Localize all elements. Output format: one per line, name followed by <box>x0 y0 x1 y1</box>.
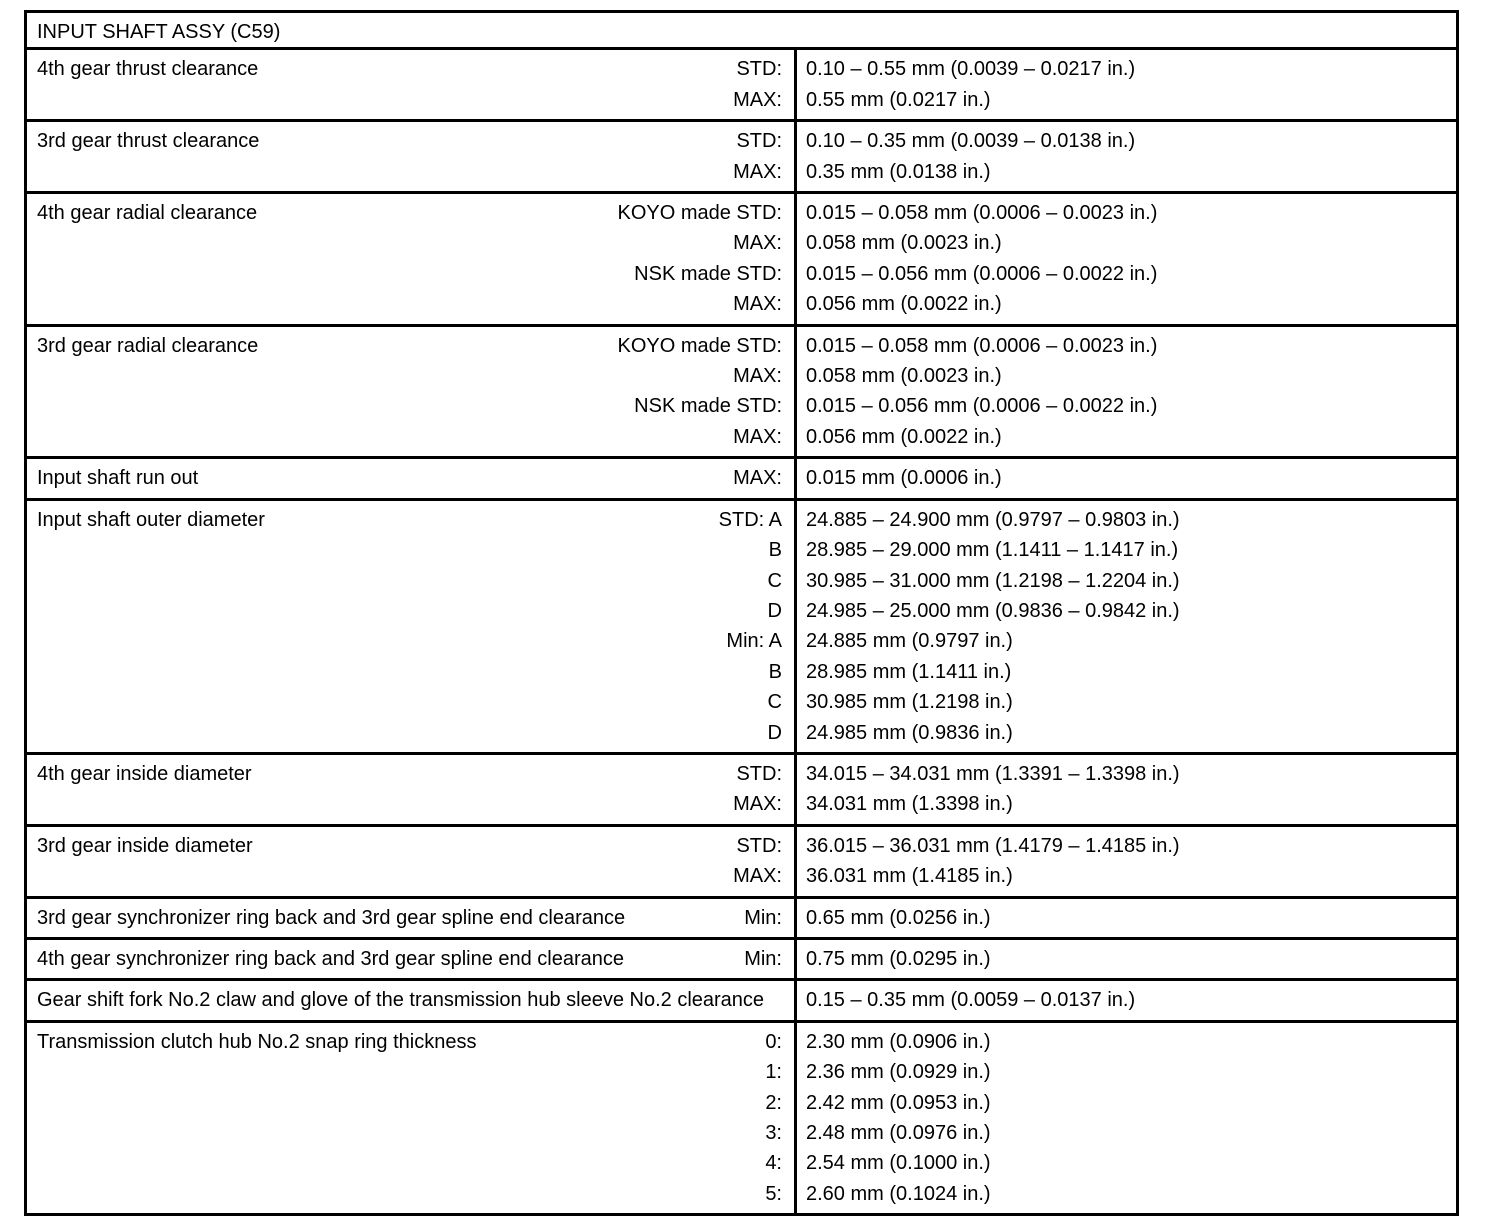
spec-qualifier: D <box>767 721 782 744</box>
spec-table <box>24 10 1459 1216</box>
spec-qualifier: Min: A <box>726 630 782 653</box>
table-row <box>26 325 1458 458</box>
spec-value: 0.058 mm (0.0023 in.) <box>806 365 1002 388</box>
spec-qualifier: Min: <box>744 947 782 970</box>
spec-qualifier-column <box>618 198 783 320</box>
spec-value: 24.985 mm (0.9836 in.) <box>806 721 1013 744</box>
spec-qualifier-column <box>618 331 783 453</box>
spec-value: 0.35 mm (0.0138 in.) <box>806 160 991 183</box>
spec-value: 30.985 – 31.000 mm (1.2198 – 1.2204 in.) <box>806 569 1180 592</box>
spec-value: 36.031 mm (1.4185 in.) <box>806 865 1013 888</box>
spec-item-label: 4th gear radial clearance <box>37 202 258 225</box>
spec-value: 28.985 – 29.000 mm (1.1411 – 1.1417 in.) <box>806 539 1179 562</box>
spec-value: 0.65 mm (0.0256 in.) <box>806 906 991 929</box>
spec-qualifier: STD: <box>736 58 782 81</box>
spec-qualifier: 2: <box>765 1091 782 1114</box>
spec-table-body <box>26 12 1458 1215</box>
spec-qualifier-column <box>744 944 782 974</box>
spec-value: 2.30 mm (0.0906 in.) <box>806 1030 991 1053</box>
spec-item-cell <box>26 193 796 326</box>
spec-value: 0.015 – 0.058 mm (0.0006 – 0.0023 in.) <box>806 334 1158 357</box>
table-row <box>26 980 1458 1021</box>
table-row <box>26 897 1458 938</box>
spec-value: 0.056 mm (0.0022 in.) <box>806 425 1002 448</box>
spec-item-label: 4th gear synchronizer ring back and 3rd gear spline end clearance <box>37 947 625 970</box>
spec-value: 28.985 mm (1.1411 in.) <box>806 660 1012 683</box>
spec-qualifier: MAX: <box>733 293 782 316</box>
spec-qualifier: 5: <box>765 1182 782 1205</box>
spec-qualifier: MAX: <box>733 365 782 388</box>
spec-item-label: 3rd gear thrust clearance <box>37 130 260 153</box>
spec-item-cell <box>26 938 796 979</box>
spec-qualifier: KOYO made STD: <box>617 202 782 225</box>
spec-item-label: Input shaft outer diameter <box>37 508 265 531</box>
spec-qualifier-column <box>744 903 782 933</box>
spec-value-cell <box>796 458 1458 499</box>
spec-value: 0.10 – 0.55 mm (0.0039 – 0.0217 in.) <box>806 58 1136 81</box>
table-row <box>26 458 1458 499</box>
spec-value: 2.60 mm (0.1024 in.) <box>806 1182 991 1205</box>
table-row <box>26 499 1458 753</box>
spec-value: 0.55 mm (0.0217 in.) <box>806 88 991 111</box>
spec-item-label: 3rd gear synchronizer ring back and 3rd gear spline end clearance <box>37 906 626 929</box>
spec-value-cell <box>796 1021 1458 1214</box>
spec-value: 0.10 – 0.35 mm (0.0039 – 0.0138 in.) <box>806 130 1136 153</box>
spec-qualifier-column <box>765 1027 782 1209</box>
spec-qualifier: STD: <box>736 762 782 785</box>
spec-item-cell <box>26 980 796 1021</box>
spec-qualifier: 4: <box>765 1152 782 1175</box>
spec-qualifier: STD: <box>736 130 782 153</box>
spec-value: 0.015 mm (0.0006 in.) <box>806 467 1002 490</box>
spec-qualifier: B <box>768 539 782 562</box>
spec-value: 0.015 – 0.056 mm (0.0006 – 0.0022 in.) <box>806 262 1158 285</box>
spec-value: 2.48 mm (0.0976 in.) <box>806 1122 991 1144</box>
spec-value-cell <box>796 825 1458 897</box>
table-row <box>26 938 1458 979</box>
spec-qualifier: 3: <box>765 1122 782 1144</box>
table-row <box>26 753 1458 825</box>
spec-qualifier: MAX: <box>733 793 782 816</box>
spec-qualifier: MAX: <box>733 425 782 448</box>
spec-qualifier: B <box>768 660 782 683</box>
spec-qualifier: 1: <box>765 1061 782 1084</box>
spec-item-label: Input shaft run out <box>37 467 199 490</box>
table-row <box>26 121 1458 193</box>
spec-value-cell <box>796 121 1458 193</box>
spec-value: 0.015 – 0.058 mm (0.0006 – 0.0023 in.) <box>806 202 1158 225</box>
spec-qualifier: C <box>767 569 782 592</box>
spec-item-cell <box>26 325 796 458</box>
spec-qualifier: D <box>767 599 782 622</box>
table-title: INPUT SHAFT ASSY (C59) <box>26 12 1458 49</box>
table-row <box>26 1021 1458 1214</box>
spec-value: 0.058 mm (0.0023 in.) <box>806 232 1002 255</box>
spec-item-cell <box>26 753 796 825</box>
spec-qualifier-column <box>733 54 782 115</box>
spec-value: 0.015 – 0.056 mm (0.0006 – 0.0022 in.) <box>806 395 1158 418</box>
spec-value: 34.031 mm (1.3398 in.) <box>806 793 1013 816</box>
spec-qualifier-column <box>733 759 782 820</box>
spec-item-label: Gear shift fork No.2 claw and glove of the transmission hub sleeve No.2 clearance <box>37 989 765 1012</box>
spec-value-cell <box>796 193 1458 326</box>
table-row <box>26 193 1458 326</box>
spec-value-cell <box>796 980 1458 1021</box>
spec-item-cell <box>26 1021 796 1214</box>
spec-value: 0.15 – 0.35 mm (0.0059 – 0.0137 in.) <box>806 989 1136 1012</box>
spec-qualifier: NSK made STD: <box>634 262 782 285</box>
spec-qualifier-column <box>733 831 782 892</box>
spec-item-label: 4th gear inside diameter <box>37 762 252 785</box>
spec-value-cell <box>796 499 1458 753</box>
spec-qualifier: C <box>767 691 782 714</box>
spec-qualifier: STD: A <box>718 508 782 531</box>
spec-item-cell <box>26 458 796 499</box>
spec-qualifier: MAX: <box>733 232 782 255</box>
table-title-row <box>26 12 1458 49</box>
spec-item-label: 3rd gear inside diameter <box>37 834 253 857</box>
spec-item-cell <box>26 121 796 193</box>
spec-value: 36.015 – 36.031 mm (1.4179 – 1.4185 in.) <box>806 834 1180 857</box>
spec-value: 2.36 mm (0.0929 in.) <box>806 1061 991 1084</box>
spec-item-cell <box>26 897 796 938</box>
spec-value: 2.42 mm (0.0953 in.) <box>806 1091 991 1114</box>
spec-value: 24.985 – 25.000 mm (0.9836 – 0.9842 in.) <box>806 599 1180 622</box>
table-row <box>26 825 1458 897</box>
spec-value-cell <box>796 49 1458 121</box>
spec-item-cell <box>26 825 796 897</box>
spec-value-cell <box>796 325 1458 458</box>
spec-value: 24.885 mm (0.9797 in.) <box>806 630 1013 653</box>
table-row <box>26 49 1458 121</box>
spec-value: 34.015 – 34.031 mm (1.3391 – 1.3398 in.) <box>806 762 1180 785</box>
spec-qualifier: MAX: <box>733 865 782 888</box>
spec-item-cell <box>26 49 796 121</box>
spec-value-cell <box>796 753 1458 825</box>
spec-qualifier: KOYO made STD: <box>617 334 782 357</box>
spec-qualifier: 0: <box>765 1030 782 1053</box>
spec-value-cell <box>796 897 1458 938</box>
spec-value: 0.056 mm (0.0022 in.) <box>806 293 1002 316</box>
spec-value: 30.985 mm (1.2198 in.) <box>806 691 1013 714</box>
spec-qualifier: MAX: <box>733 467 782 490</box>
spec-qualifier-column <box>719 505 782 748</box>
spec-item-cell <box>26 499 796 753</box>
spec-qualifier: NSK made STD: <box>634 395 782 418</box>
spec-qualifier-column <box>733 126 782 187</box>
spec-value: 24.885 – 24.900 mm (0.9797 – 0.9803 in.) <box>806 508 1180 531</box>
spec-item-label: 4th gear thrust clearance <box>37 58 259 81</box>
spec-value-cell <box>796 938 1458 979</box>
spec-item-label: Transmission clutch hub No.2 snap ring thickness <box>37 1030 477 1053</box>
spec-qualifier: Min: <box>744 906 782 929</box>
spec-value: 2.54 mm (0.1000 in.) <box>806 1152 991 1175</box>
spec-value: 0.75 mm (0.0295 in.) <box>806 947 991 970</box>
spec-item-label: 3rd gear radial clearance <box>37 334 259 357</box>
spec-qualifier-column <box>733 463 782 493</box>
spec-qualifier: MAX: <box>733 160 782 183</box>
spec-qualifier: MAX: <box>733 88 782 111</box>
spec-qualifier: STD: <box>736 834 782 857</box>
